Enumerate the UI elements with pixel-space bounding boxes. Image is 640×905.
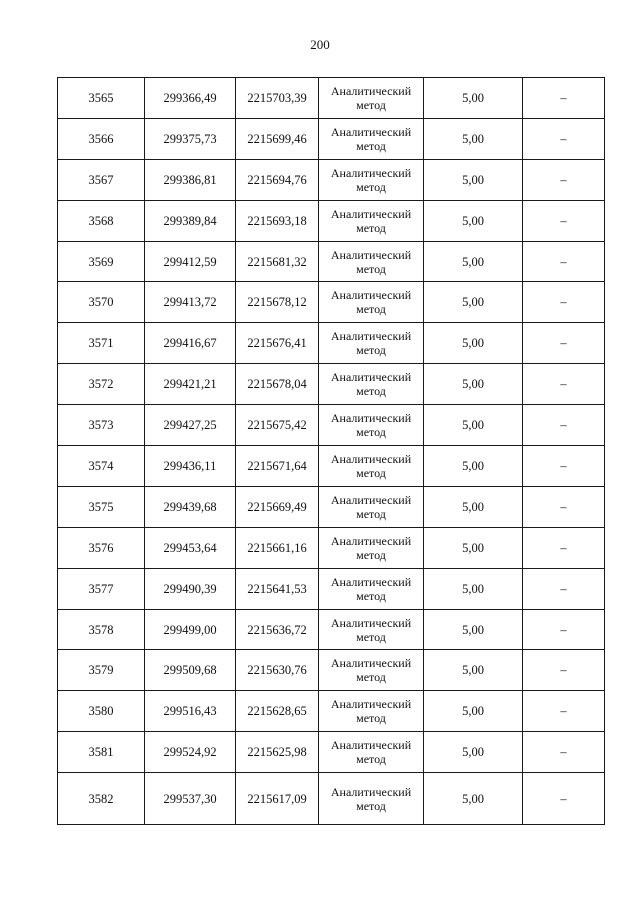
point-number-cell-text: 3579: [88, 663, 114, 678]
method-cell: [319, 118, 424, 159]
point-number-cell-text: 3576: [88, 540, 114, 555]
note-cell-text: –: [560, 377, 567, 392]
y-coordinate-cell-text: 2215676,41: [247, 336, 307, 351]
accuracy-cell-text: 5,00: [462, 213, 484, 228]
point-number-cell-text: 3572: [88, 377, 114, 392]
accuracy-cell: [424, 773, 523, 825]
y-coordinate-cell: [236, 405, 319, 446]
accuracy-cell: [424, 200, 523, 241]
point-number-cell-text: 3575: [88, 499, 114, 514]
method-cell-text: Аналитический метод: [330, 124, 412, 153]
x-coordinate-cell-text: 299436,11: [163, 458, 217, 473]
method-cell-text: Аналитический метод: [330, 329, 412, 358]
method-cell: [319, 568, 424, 609]
method-cell: [319, 159, 424, 200]
accuracy-cell-text: 5,00: [462, 458, 484, 473]
y-coordinate-cell: [236, 527, 319, 568]
y-coordinate-cell: [236, 118, 319, 159]
x-coordinate-cell-text: 299453,64: [163, 540, 217, 555]
point-number-cell-text: 3569: [88, 254, 114, 269]
method-cell: [319, 650, 424, 691]
method-cell-text: Аналитический метод: [330, 206, 412, 235]
method-cell: [319, 405, 424, 446]
point-number-cell-text: 3566: [88, 131, 114, 146]
accuracy-cell-text: 5,00: [462, 540, 484, 555]
table-row: [58, 405, 605, 446]
point-number-cell: [58, 323, 145, 364]
method-cell-text: Аналитический метод: [330, 738, 412, 767]
method-cell: [319, 364, 424, 405]
note-cell-text: –: [560, 791, 567, 806]
point-number-cell-text: 3581: [88, 745, 114, 760]
table-row: [58, 650, 605, 691]
method-cell: [319, 323, 424, 364]
x-coordinate-cell: [145, 527, 236, 568]
method-cell-text: Аналитический метод: [330, 83, 412, 112]
accuracy-cell-text: 5,00: [462, 131, 484, 146]
note-cell-text: –: [560, 172, 567, 187]
table-row: [58, 527, 605, 568]
note-cell-text: –: [560, 90, 567, 105]
accuracy-cell: [424, 486, 523, 527]
x-coordinate-cell-text: 299516,43: [163, 704, 217, 719]
method-cell-text: Аналитический метод: [330, 370, 412, 399]
point-number-cell-text: 3568: [88, 213, 114, 228]
point-number-cell: [58, 364, 145, 405]
table-row: [58, 732, 605, 773]
note-cell: [523, 159, 605, 200]
method-cell-text: Аналитический метод: [330, 411, 412, 440]
point-number-cell: [58, 732, 145, 773]
note-cell: [523, 609, 605, 650]
point-number-cell: [58, 691, 145, 732]
method-cell: [319, 200, 424, 241]
x-coordinate-cell: [145, 78, 236, 119]
note-cell-text: –: [560, 622, 567, 637]
table-row: [58, 282, 605, 323]
note-cell: [523, 732, 605, 773]
method-cell: [319, 486, 424, 527]
y-coordinate-cell-text: 2215628,65: [247, 704, 307, 719]
method-cell: [319, 527, 424, 568]
accuracy-cell: [424, 568, 523, 609]
y-coordinate-cell-text: 2215625,98: [247, 745, 307, 760]
x-coordinate-cell: [145, 691, 236, 732]
coordinates-table: [57, 77, 605, 825]
accuracy-cell-text: 5,00: [462, 172, 484, 187]
note-cell-text: –: [560, 581, 567, 596]
y-coordinate-cell-text: 2215678,04: [247, 377, 307, 392]
method-cell-text: Аналитический метод: [330, 492, 412, 521]
accuracy-cell: [424, 159, 523, 200]
y-coordinate-cell-text: 2215661,16: [247, 540, 307, 555]
y-coordinate-cell: [236, 486, 319, 527]
x-coordinate-cell: [145, 773, 236, 825]
accuracy-cell: [424, 650, 523, 691]
accuracy-cell-text: 5,00: [462, 90, 484, 105]
y-coordinate-cell: [236, 691, 319, 732]
y-coordinate-cell: [236, 773, 319, 825]
accuracy-cell-text: 5,00: [462, 254, 484, 269]
point-number-cell: [58, 446, 145, 487]
accuracy-cell-text: 5,00: [462, 295, 484, 310]
point-number-cell: [58, 650, 145, 691]
y-coordinate-cell-text: 2215681,32: [247, 254, 307, 269]
x-coordinate-cell: [145, 118, 236, 159]
x-coordinate-cell: [145, 609, 236, 650]
accuracy-cell-text: 5,00: [462, 622, 484, 637]
table-row: [58, 241, 605, 282]
method-cell: [319, 609, 424, 650]
point-number-cell: [58, 527, 145, 568]
y-coordinate-cell: [236, 282, 319, 323]
accuracy-cell: [424, 323, 523, 364]
point-number-cell: [58, 241, 145, 282]
note-cell: [523, 323, 605, 364]
y-coordinate-cell: [236, 323, 319, 364]
y-coordinate-cell-text: 2215675,42: [247, 418, 307, 433]
x-coordinate-cell-text: 299509,68: [163, 663, 217, 678]
method-cell-text: Аналитический метод: [330, 165, 412, 194]
note-cell-text: –: [560, 131, 567, 146]
note-cell-text: –: [560, 295, 567, 310]
x-coordinate-cell: [145, 568, 236, 609]
point-number-cell: [58, 568, 145, 609]
point-number-cell: [58, 159, 145, 200]
point-number-cell-text: 3582: [88, 791, 114, 806]
point-number-cell-text: 3571: [88, 336, 114, 351]
table-row: [58, 446, 605, 487]
point-number-cell: [58, 773, 145, 825]
point-number-cell-text: 3574: [88, 458, 114, 473]
note-cell: [523, 446, 605, 487]
accuracy-cell: [424, 609, 523, 650]
y-coordinate-cell-text: 2215671,64: [247, 458, 307, 473]
point-number-cell: [58, 282, 145, 323]
table-row: [58, 609, 605, 650]
note-cell: [523, 691, 605, 732]
note-cell-text: –: [560, 418, 567, 433]
note-cell: [523, 568, 605, 609]
accuracy-cell-text: 5,00: [462, 336, 484, 351]
method-cell-text: Аналитический метод: [330, 288, 412, 317]
table-row: [58, 773, 605, 825]
note-cell-text: –: [560, 499, 567, 514]
point-number-cell: [58, 200, 145, 241]
point-number-cell-text: 3570: [88, 295, 114, 310]
note-cell: [523, 364, 605, 405]
page-number: 200: [310, 37, 330, 52]
table-row: [58, 486, 605, 527]
note-cell-text: –: [560, 663, 567, 678]
accuracy-cell: [424, 732, 523, 773]
table-row: [58, 78, 605, 119]
y-coordinate-cell-text: 2215699,46: [247, 131, 307, 146]
x-coordinate-cell-text: 299416,67: [163, 336, 217, 351]
note-cell: [523, 527, 605, 568]
table-row: [58, 200, 605, 241]
y-coordinate-cell-text: 2215694,76: [247, 172, 307, 187]
x-coordinate-cell: [145, 323, 236, 364]
note-cell: [523, 405, 605, 446]
y-coordinate-cell: [236, 241, 319, 282]
method-cell-text: Аналитический метод: [330, 615, 412, 644]
x-coordinate-cell-text: 299386,81: [163, 172, 217, 187]
note-cell-text: –: [560, 704, 567, 719]
accuracy-cell-text: 5,00: [462, 663, 484, 678]
note-cell: [523, 200, 605, 241]
note-cell-text: –: [560, 254, 567, 269]
note-cell: [523, 118, 605, 159]
accuracy-cell: [424, 405, 523, 446]
point-number-cell-text: 3573: [88, 418, 114, 433]
note-cell: [523, 650, 605, 691]
y-coordinate-cell-text: 2215669,49: [247, 499, 307, 514]
x-coordinate-cell-text: 299427,25: [163, 418, 217, 433]
table-row: [58, 364, 605, 405]
y-coordinate-cell-text: 2215693,18: [247, 213, 307, 228]
y-coordinate-cell: [236, 650, 319, 691]
table-body: [58, 78, 605, 825]
point-number-cell: [58, 609, 145, 650]
table-row: [58, 568, 605, 609]
accuracy-cell: [424, 282, 523, 323]
x-coordinate-cell-text: 299375,73: [163, 131, 217, 146]
y-coordinate-cell-text: 2215636,72: [247, 622, 307, 637]
point-number-cell: [58, 118, 145, 159]
method-cell: [319, 773, 424, 825]
accuracy-cell: [424, 78, 523, 119]
x-coordinate-cell: [145, 650, 236, 691]
note-cell: [523, 282, 605, 323]
point-number-cell-text: 3567: [88, 172, 114, 187]
table-row: [58, 159, 605, 200]
method-cell: [319, 732, 424, 773]
y-coordinate-cell: [236, 78, 319, 119]
y-coordinate-cell-text: 2215617,09: [247, 791, 307, 806]
accuracy-cell-text: 5,00: [462, 499, 484, 514]
x-coordinate-cell-text: 299389,84: [163, 213, 217, 228]
x-coordinate-cell: [145, 486, 236, 527]
note-cell-text: –: [560, 458, 567, 473]
x-coordinate-cell-text: 299439,68: [163, 499, 217, 514]
note-cell-text: –: [560, 336, 567, 351]
x-coordinate-cell: [145, 364, 236, 405]
table-row: [58, 118, 605, 159]
note-cell: [523, 241, 605, 282]
point-number-cell-text: 3565: [88, 90, 114, 105]
note-cell: [523, 773, 605, 825]
y-coordinate-cell: [236, 364, 319, 405]
point-number-cell: [58, 405, 145, 446]
note-cell: [523, 486, 605, 527]
method-cell-text: Аналитический метод: [330, 451, 412, 480]
y-coordinate-cell: [236, 446, 319, 487]
point-number-cell-text: 3578: [88, 622, 114, 637]
method-cell-text: Аналитический метод: [330, 697, 412, 726]
accuracy-cell-text: 5,00: [462, 581, 484, 596]
method-cell-text: Аналитический метод: [330, 533, 412, 562]
y-coordinate-cell-text: 2215678,12: [247, 295, 307, 310]
y-coordinate-cell: [236, 159, 319, 200]
x-coordinate-cell: [145, 159, 236, 200]
accuracy-cell: [424, 118, 523, 159]
point-number-cell-text: 3577: [88, 581, 114, 596]
method-cell: [319, 282, 424, 323]
x-coordinate-cell: [145, 732, 236, 773]
y-coordinate-cell: [236, 568, 319, 609]
method-cell: [319, 691, 424, 732]
method-cell: [319, 241, 424, 282]
point-number-cell: [58, 78, 145, 119]
accuracy-cell: [424, 446, 523, 487]
table-row: [58, 691, 605, 732]
accuracy-cell: [424, 364, 523, 405]
x-coordinate-cell: [145, 200, 236, 241]
y-coordinate-cell-text: 2215641,53: [247, 581, 307, 596]
method-cell: [319, 78, 424, 119]
table-row: [58, 323, 605, 364]
point-number-cell: [58, 486, 145, 527]
y-coordinate-cell: [236, 609, 319, 650]
accuracy-cell: [424, 691, 523, 732]
y-coordinate-cell-text: 2215703,39: [247, 90, 307, 105]
y-coordinate-cell-text: 2215630,76: [247, 663, 307, 678]
accuracy-cell-text: 5,00: [462, 418, 484, 433]
accuracy-cell-text: 5,00: [462, 704, 484, 719]
x-coordinate-cell-text: 299499,00: [163, 622, 217, 637]
accuracy-cell-text: 5,00: [462, 745, 484, 760]
accuracy-cell: [424, 241, 523, 282]
x-coordinate-cell: [145, 241, 236, 282]
x-coordinate-cell-text: 299421,21: [163, 377, 217, 392]
x-coordinate-cell: [145, 405, 236, 446]
x-coordinate-cell-text: 299366,49: [163, 90, 217, 105]
method-cell: [319, 446, 424, 487]
accuracy-cell-text: 5,00: [462, 791, 484, 806]
accuracy-cell: [424, 527, 523, 568]
x-coordinate-cell: [145, 446, 236, 487]
method-cell-text: Аналитический метод: [330, 656, 412, 685]
accuracy-cell-text: 5,00: [462, 377, 484, 392]
y-coordinate-cell: [236, 732, 319, 773]
method-cell-text: Аналитический метод: [330, 574, 412, 603]
x-coordinate-cell-text: 299412,59: [163, 254, 217, 269]
note-cell-text: –: [560, 745, 567, 760]
x-coordinate-cell-text: 299413,72: [163, 295, 217, 310]
x-coordinate-cell: [145, 282, 236, 323]
point-number-cell-text: 3580: [88, 704, 114, 719]
x-coordinate-cell-text: 299524,92: [163, 745, 217, 760]
method-cell-text: Аналитический метод: [330, 247, 412, 276]
x-coordinate-cell-text: 299490,39: [163, 581, 217, 596]
y-coordinate-cell: [236, 200, 319, 241]
note-cell-text: –: [560, 540, 567, 555]
x-coordinate-cell-text: 299537,30: [163, 791, 217, 806]
note-cell-text: –: [560, 213, 567, 228]
method-cell-text: Аналитический метод: [330, 784, 412, 813]
note-cell: [523, 78, 605, 119]
